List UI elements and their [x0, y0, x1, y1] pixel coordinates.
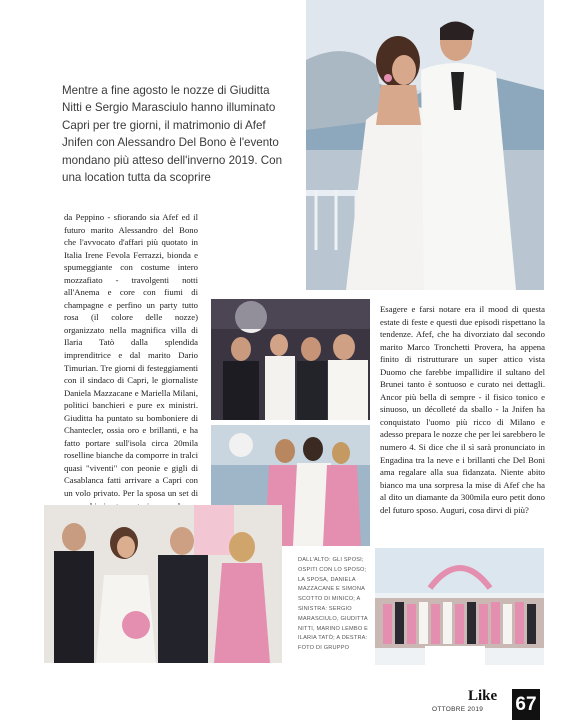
photo-group-shot: [375, 548, 544, 665]
body-column-right: Esagere e farsi notare era il mood di questa estate di feste e questi due episodi rispettano la tendenze. Afef, che ha divorziato dal secondo marito Marco Tronchetti Provera, ha appena finito di ristrutturare un super attico vista Duomo che farebbe impallidire il sultano del Brunei tanto è sontuoso e curato nei dettagli. Ancor più bella di sempre - il fisico tonico e sinuoso, un décolleté da sballo - la Jnifen ha conquistato l'uomo più ricco di Milano e adesso prepara le nozze che per lei sarebbero le numero 4. Si dice che il sì sarà pronunciato in Engadina tra la neve e i brillanti che Del Boni ama regalare alla sua fidanzata. Niente abito bianco ma una sorpresa la mise di Afef che ha al dito un diamante da 300mila euro petit dono del futuro sposo. Auguri, cosa dirvi di più?: [380, 304, 545, 515]
body-column-left: da Peppino - sfiorando sia Afef ed il futuro marito Alessandro del Bono che l'avvocato d'affari più quotato in Italia Irene Fevola Ferrazzi, bionda e spumeggiante con costume intero mozzafiato - travolgenti notti all'Anema e core con fiumi di champagne e perfino un party tutto rosa (il colore delle nozze) organizzato nella magnifica villa di Ilaria Tatò dalla splendida imprenditrice e dal marito Dario Timurian. Tre giorni di festeggiamenti con il sindaco di Capri, le giornaliste Daniela Mazzacane e Mariella Milani, politici banchieri e pure ex ministri. Giuditta ha puntato su bomboniere di Chantecler, ossia oro e brillanti, e ha fatto portare sull'isola circa 20mila roselline bianche da comporre in tralci quasi "viventi" con peonie e gigli di Casablanca fatti arrivare a Capri con un volo privato. Per la sposa un set di: [64, 212, 198, 499]
photo-group-four: [44, 505, 282, 663]
magazine-brand: Like: [468, 688, 498, 704]
photo-guests-with-groom: [211, 299, 370, 420]
lead-paragraph: Mentre a fine agosto le nozze di Giuditta Nitti e Sergio Marasciulo hanno illuminato Capri per tre giorni, il matrimonio di Afef Jnifen con Alessandro Del Bono è l'evento mondano più atteso dell'inverno 2019. Con una location tutta da scoprire: [62, 84, 283, 185]
photo-couple: [306, 0, 544, 290]
page-number: 67: [512, 689, 540, 720]
issue-date: OTTOBRE 2019: [432, 706, 484, 713]
photo-caption: DALL'ALTO: GLI SPOSI; OSPITI CON LO SPOSO; LA SPOSA, DANIELA MAZZACANE E SIMONA SCOTTO DI MINICO; A SINISTRA: SERGIO MARASCIULO, GIUDITTA NITTI, MARINO LEMBO E ILARIA TATÒ; A DESTRA: FOTO DI GRUPPO: [298, 557, 369, 652]
